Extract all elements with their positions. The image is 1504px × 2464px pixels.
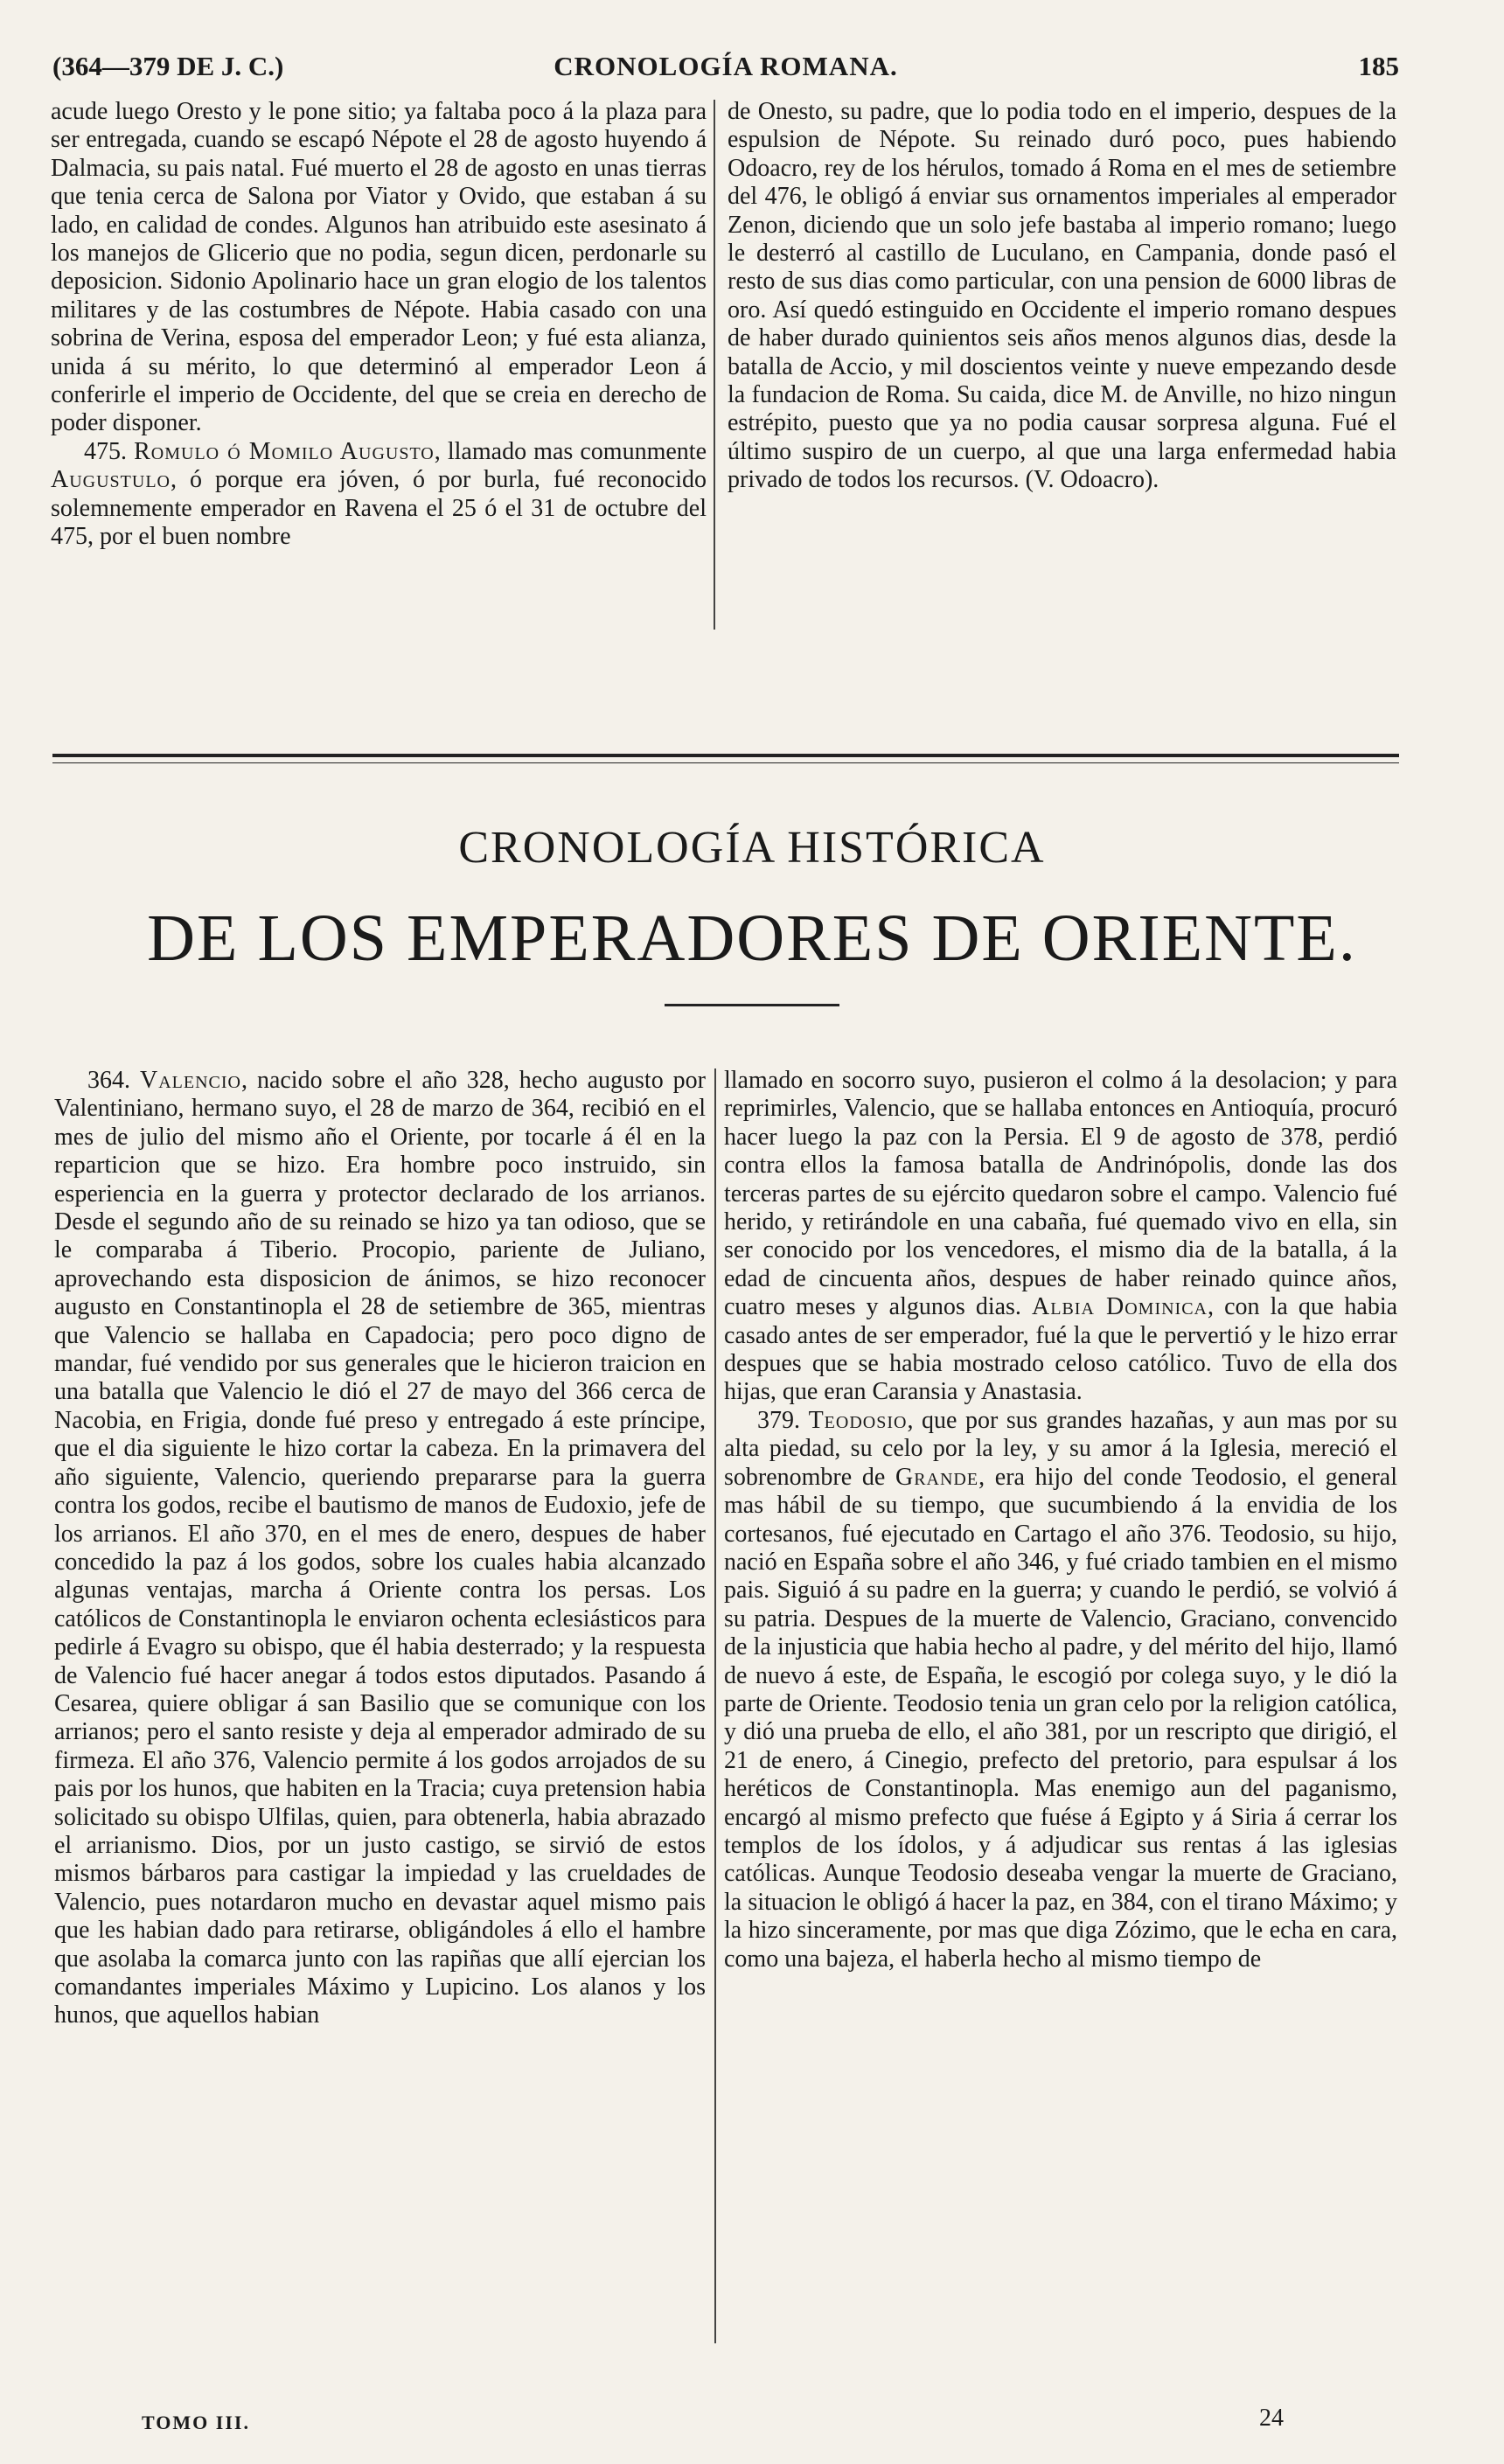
entry-number: 475. — [84, 437, 127, 465]
entry-number: 364. — [87, 1067, 130, 1094]
entry-text: , ó porque era jóven, ó por burla, fué reconocido solemnemente emperador en Ravena el 25 ó el 31 de octubre del 475, por el buen nombre — [51, 466, 707, 551]
bottom-right-column — [724, 1067, 1397, 1973]
top-right-column — [728, 98, 1396, 495]
entry-text: , que por sus grandes hazañas, y aun mas por su alta piedad, su celo por la ley, y su amor á la Iglesia, mereció el sobrenombre de — [724, 1406, 1398, 1491]
section-title-line2: DE LOS EMPERADORES DE ORIENTE. — [147, 901, 1357, 975]
emperor-name: Romulo ó Momilo Augusto — [134, 437, 435, 465]
header-date-range: (364—379 DE J. C.) — [52, 51, 284, 81]
section-rule-thin — [52, 762, 1399, 763]
section-title-line1: CRONOLOGÍA HISTÓRICA — [458, 823, 1046, 873]
entry-text: , nacido sobre el año 328, hecho augusto por Valentiniano, hermano suyo, el 28 de marzo de 364, recibió en el mes de julio del mismo año el Oriente, por tocarle á él en la reparticion que se hizo. Era hombre poco instruido, sin esperiencia en la guerra y protector declarado de los arrianos. Desde el segundo año de su reinado se hizo ya tan odioso, que se le comparaba á Tiberio. Procopio, pariente de Juliano, aprovechando esta disposicion de ánimos, se hizo reconocer augusto en Constantinopla el 28 de setiembre de 365, mientras que Valencio se hallaba en Capadocia; pero poco digno de mandar, fué vendido por sus generales que le hicieron traicion en una batalla que Valencio le dió el 27 de mayo del 366 cerca de Nacobia, en Frigia, donde fué preso y entregado á este príncipe, que el dia siguiente le hizo cortar la cabeza. En la primavera del año siguiente, Valencio, queriendo prepararse para la guerra contra los godos, recibe el bautismo de manos de Eudoxio, jefe de los arrianos. El año 370, en el mes de enero, despues de haber concedido la paz á los godos, sobre los cuales habia alcanzado algunas ventajas, marcha á Oriente contra los persas. Los católicos de Constantinopla le enviaron ochenta eclesiásticos para pedirle á Evagro su obispo, que él habia desterrado; y la respuesta de Valencio fué hacer anegar á todos estos diputados. Pasando á Cesarea, quiere obligar á san Basilio que se comunique con los arrianos; pero el santo resiste y deja al emperador admirado de su firmeza. El año 376, Valencio permite á los godos arrojados de su pais por los hunos, que habiten en la Tracia; cuya pretension habia solicitado su obispo Ulfilas, quien, para obtenerla, habia abrazado el arrianismo. Dios, por un justo castigo, se sirvió de estos mismos bárbaros para castigar la impiedad y las crueldades de Valencio, pues notardaron mucho en devastar aquel mismo pais que les habian dado para retirarse, obligándoles á ello el hambre que asolaba la comarca junto con las rapiñas que allí ejercian los comandantes imperiales Máximo y Lupicino. Los alanos y los hunos, que aquellos habian — [54, 1067, 707, 2029]
emperor-name: Valencio — [139, 1067, 241, 1094]
paragraph: de Onesto, su padre, que lo podia todo en el imperio, despues de la espulsion de Népote. Su reinado duró poco, pues habiendo Odoacro, rey de los hérulos, tomado á Roma en el mes de setiembre del 476, le obligó á enviar sus ornamentos imperiales al emperador Zenon, diciendo que un solo jefe bastaba al imperio romano; luego le desterró al castillo de Luculano, en Campania, donde pasó el resto de sus dias como particular, con una pension de 6000 libras de oro. Así quedó estinguido en Occidente el imperio romano despues de haber durado quinientos seis años menos algunos dias, desde la batalla de Accio, y mil doscientos veinte y nueve empezando desde la fundacion de Roma. Su caida, dice M. de Anville, no hizo ningun estrépito, puesto que ya no podia causar sorpresa alguna. Fué el último suspiro de un cuerpo, al que una larga enfermedad habia privado de todos los recursos. (V. Odoacro). — [728, 98, 1396, 494]
header-title: CRONOLOGÍA ROMANA. — [554, 51, 898, 81]
paragraph — [724, 1067, 1397, 1407]
column-rule — [714, 1068, 716, 2343]
entry-text: llamado en socorro suyo, pusieron el colmo á la desolacion; y para reprimirles, Valencio, que se hallaba entonces en Antioquía, procuró hacer luego la paz con la Persia. El 9 de agosto de 378, perdió contra ellos la famosa batalla de Andrinópolis, donde las dos terceras partes de su ejército quedaron sobre el campo. Valencio fué herido, y retirándole en una cabaña, fué quemado vivo en ella, sin ser conocido por los vencedores, el mismo dia de la batalla, á la edad de cincuenta años, despues de haber reinado quince años, cuatro meses y algunos dias. — [724, 1067, 1397, 1321]
page-number: 185 — [1358, 51, 1399, 81]
volume-label: TOMO III. — [142, 2412, 250, 2433]
entry-teodosio — [724, 1407, 1397, 1973]
bottom-left-column — [54, 1067, 706, 2030]
empress-name: Albia Dominica — [1032, 1293, 1208, 1321]
column-rule — [714, 100, 715, 630]
emperor-epithet: Grande — [895, 1463, 979, 1491]
emperor-epithet: Augustulo — [51, 466, 171, 494]
entry-text: , llamado mas comunmente — [434, 437, 707, 465]
paragraph: acude luego Oresto y le pone sitio; ya faltaba poco á la plaza para ser entregada, cuando se escapó Népote el 28 de agosto huyendo á Dalmacia, su pais natal. Fué muerto el 28 de agosto en unas tierras que tenia cerca de Salona por Viator y Ovido, que estaban á su lado, en calidad de condes. Algunos han atribuido este asesinato á los manejos de Glicerio que no podia, segun dicen, perdonarle su deposicion. Sidonio Apolinario hace un gran elogio de los talentos militares y de las costumbres de Népote. Habia casado con una sobrina de Verina, esposa del emperador Leon; y fué esta alianza, unida á su mérito, lo que determinó al emperador Leon á conferirle el imperio de Occidente, del que se creia en derecho de poder disponer. — [51, 98, 707, 437]
emperor-name: Teodosio — [808, 1406, 908, 1434]
signature-mark: 24 — [1259, 2405, 1284, 2432]
top-left-column — [51, 98, 707, 552]
entry-text: , con la que habia casado antes de ser emperador, fué la que le pervertió y le hizo errar despues que se habia mostrado celoso católico. Tuvo de ella dos hijas, que eran Caransia y Anastasia. — [724, 1293, 1398, 1406]
entry-text: , era hijo del conde Teodosio, el general mas hábil de su tiempo, que sucumbiendo á la envidia de los cortesanos, fué ejecutado en Cartago el año 376. Teodosio, su hijo, nació en España sobre el año 346, y fué criado tambien en el mismo pais. Siguió á su padre en la guerra; y cuando le perdió, se volvió á su patria. Despues de la muerte de Valencio, Graciano, convencido de la injusticia que habia hecho al padre, y del mérito del hijo, llamó de nuevo á este, de España, le escogió por colega suyo, y le dió la parte de Oriente. Teodosio tenia un gran celo por la religion católica, y dió una prueba de ello, el año 381, por un rescripto que dirigió, el 21 de enero, á Cinegio, prefecto del pretorio, para espulsar á los heréticos de Constantinopla. Mas enemigo aun del paganismo, encargó al mismo prefecto que fuése á Egipto y á Siria á cerrar los templos de los ídolos, y á adjudicar sus rentas á las iglesias católicas. Aunque Teodosio deseaba vengar la muerte de Graciano, la situacion le obligó á hacer la paz, en 384, con el tirano Máximo; y la hizo sinceramente, por mas que diga Zózimo, que le echa en cara, como una bajeza, el haberla hecho al mismo tiempo de — [724, 1463, 1398, 1973]
entry-number: 379. — [757, 1406, 800, 1434]
title-underline — [665, 1004, 839, 1006]
section-rule-thick — [52, 754, 1399, 757]
entry-romulo — [51, 438, 707, 552]
running-head — [52, 51, 1399, 86]
entry-valencio — [54, 1067, 706, 2030]
